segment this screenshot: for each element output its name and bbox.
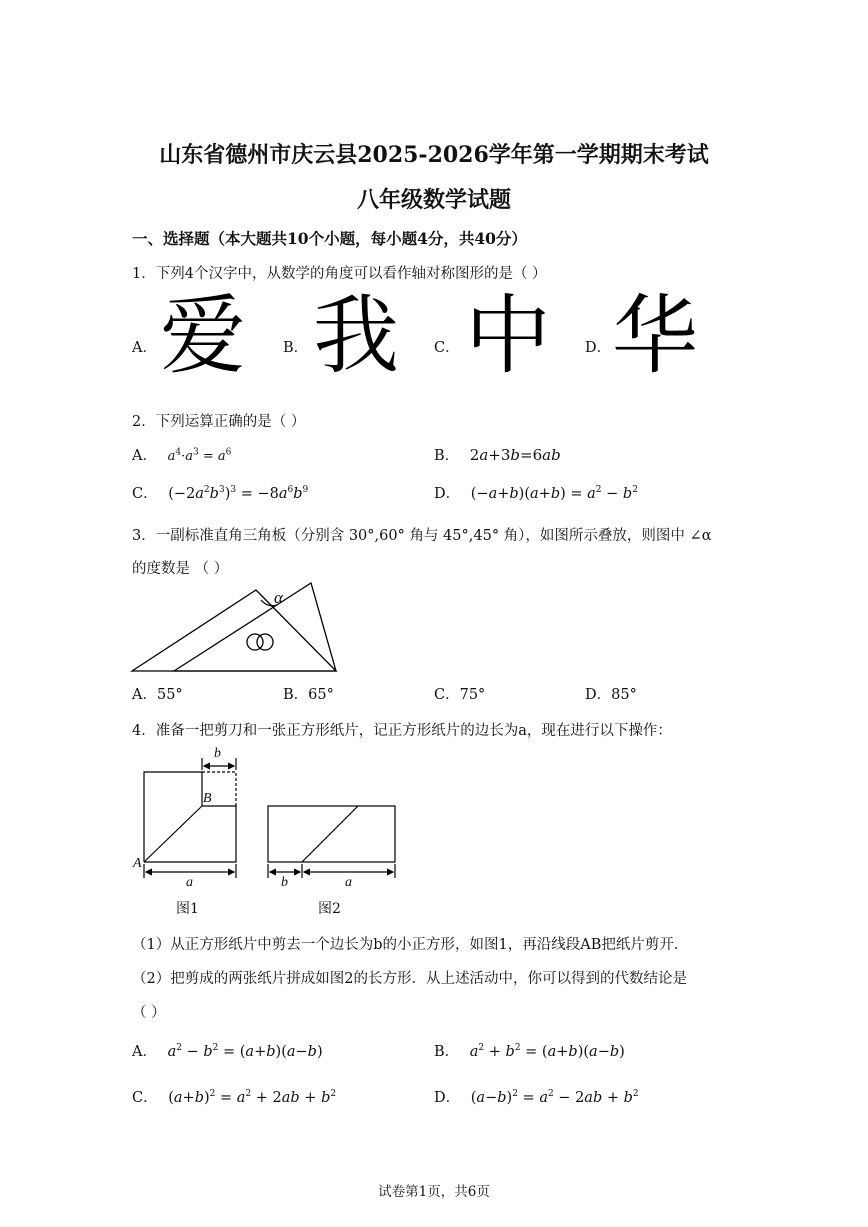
q1-option-a-label: A． [132, 340, 157, 356]
q2-option-a: A． $a^4\cdot a^3 = a^6$ [132, 447, 232, 464]
question-2-stem: 2．下列运算正确的是（ ） [132, 414, 306, 430]
q1-option-a-char: 爱 [160, 286, 246, 386]
q4-option-c-label: C． [132, 1090, 158, 1106]
q2-option-d: D． $(-a+b)(a+b) = a^2 - b^2$ [434, 485, 638, 502]
q3-option-c: C．75° [434, 687, 486, 703]
question-4-step-1: （1）从正方形纸片中剪去一个边长为b的小正方形，如图1，再沿线段AB把纸片剪开． [132, 937, 689, 953]
q2-option-c: C． $(-2a^2b^3)^3 = -8a^6b^9$ [132, 485, 309, 502]
question-3-stem-line2: 的度数是 （ ） [132, 561, 229, 577]
exam-title: 山东省德州市庆云县2025-2026学年第一学期期末考试 [159, 142, 709, 168]
q2-option-c-label: C． [132, 486, 158, 502]
question-1-stem: 1．下列4个汉字中，从数学的角度可以看作轴对称图形的是（ ） [132, 266, 547, 282]
q3-option-d: D．85° [585, 687, 637, 703]
fig2-rectangle [268, 806, 395, 862]
fig2-caption: 图2 [318, 901, 341, 917]
question-4-stem: 4．准备一把剪刀和一张正方形纸片，记正方形纸片的边长为a，现在进行以下操作： [132, 723, 672, 739]
section-heading: 一、选择题（本大题共10个小题，每小题4分，共40分） [132, 229, 527, 248]
q1-option-d-char: 华 [612, 286, 698, 386]
question-4-step-2: （2）把剪成的两张纸片拼成如图2的长方形．从上述活动中，你可以得到的代数结论是 [132, 971, 687, 987]
q4-option-b-label: B． [434, 1044, 460, 1060]
q2-option-a-label: A． [132, 448, 157, 464]
exam-subtitle: 八年级数学试题 [356, 187, 511, 213]
fig1-label-A: A [133, 856, 142, 871]
q2-option-b-label: B． [434, 448, 460, 464]
q2-option-b: B． 2a+3b=6ab [434, 446, 561, 464]
fig2-label-a: a [345, 875, 352, 890]
q1-option-c-char: 中 [465, 286, 551, 386]
q1-option-c-label: C． [434, 340, 460, 356]
alpha-label: α [274, 588, 283, 607]
q4-option-a: A． $a^2 - b^2 = (a+b)(a-b)$ [132, 1043, 323, 1060]
q2-option-d-label: D． [434, 486, 461, 502]
q4-option-c: C． $(a+b)^2 = a^2 + 2ab + b^2$ [132, 1089, 337, 1106]
question-4-paren: （ ） [132, 1005, 166, 1021]
fig2-label-b: b [281, 875, 288, 890]
q4-option-b: B． $a^2 + b^2 = (a+b)(a-b)$ [434, 1043, 625, 1060]
fig1-cut-line-ab [144, 806, 202, 862]
q1-option-b-label: B． [283, 340, 309, 356]
question-3-stem-line1: 3．一副标准直角三角板（分别含 30°,60° 角与 45°,45° 角），如图所示叠放，则图中 ∠α [132, 528, 712, 544]
q1-option-d-label: D． [585, 340, 612, 356]
fig1-label-b: b [214, 746, 221, 761]
q4-option-d-label: D． [434, 1090, 461, 1106]
q4-option-a-label: A． [132, 1044, 157, 1060]
fig1-label-B: B [203, 791, 212, 806]
fig1-caption: 图1 [176, 901, 199, 917]
q4-option-d: D． $(a-b)^2 = a^2 - 2ab + b^2$ [434, 1089, 639, 1106]
page-footer: 试卷第1页，共6页 [378, 1184, 490, 1200]
fig1-label-a: a [186, 875, 193, 890]
fig2-cut-line [302, 806, 358, 862]
q1-option-b-char: 我 [313, 286, 399, 386]
q3-option-a: A．55° [132, 687, 183, 703]
q3-option-b: B．65° [283, 687, 334, 703]
